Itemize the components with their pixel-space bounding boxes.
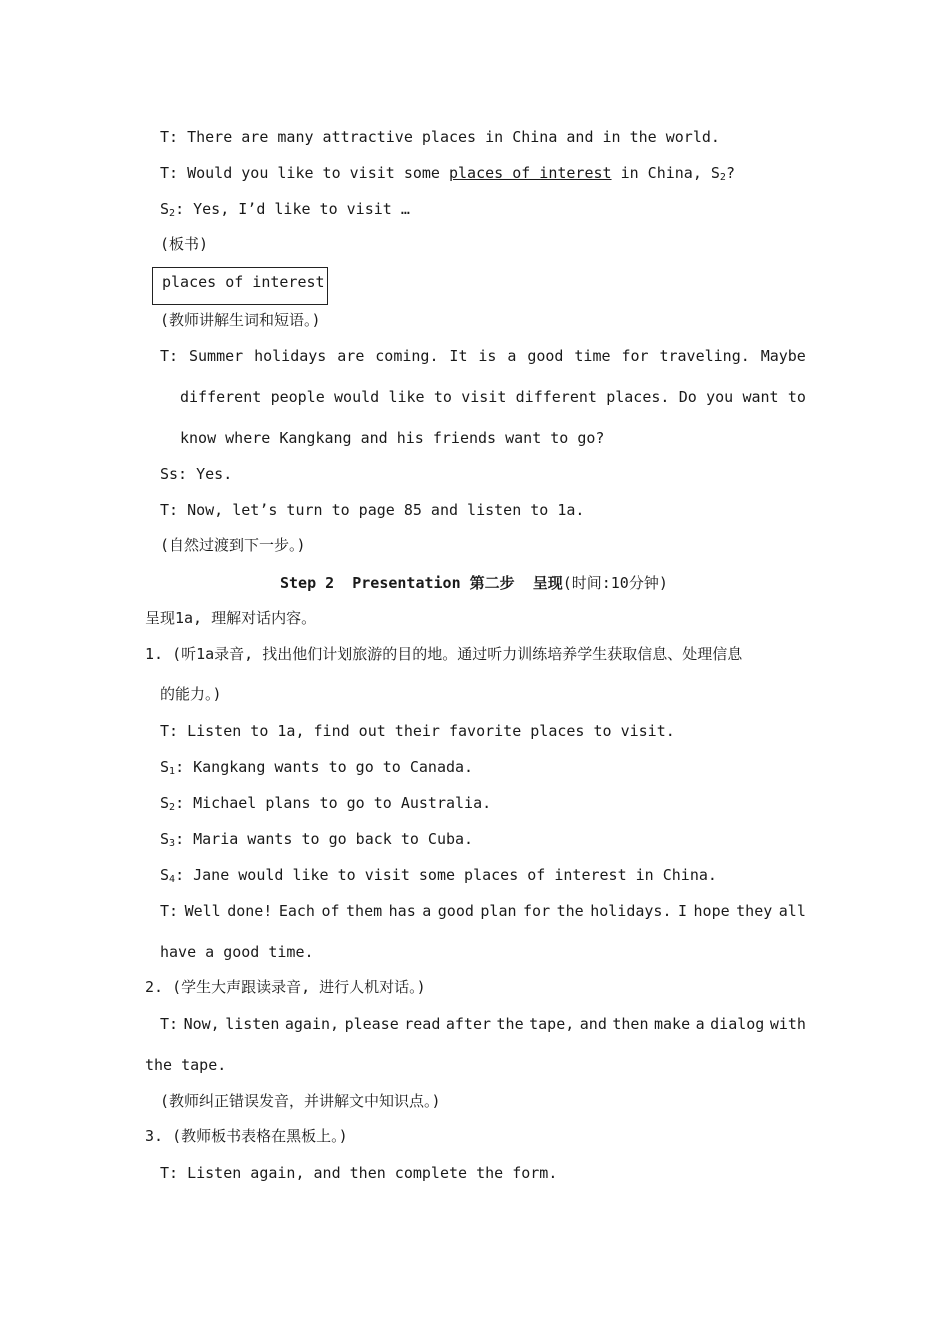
student-letter: S (160, 794, 170, 812)
line-23: T: Listen again, and then complete the form. (160, 1164, 558, 1182)
line-3 (160, 199, 410, 219)
step-title: Step 2 Presentation 第二步 呈现 (280, 574, 563, 592)
subscript: 2 (719, 172, 726, 183)
word: holidays (254, 347, 327, 365)
word: please (344, 1015, 399, 1033)
word: Now, (183, 1015, 220, 1033)
word: different (180, 388, 262, 406)
word: dialog (710, 1015, 765, 1033)
word: after (445, 1015, 492, 1033)
line-9: Ss: Yes. (160, 465, 233, 483)
subscript: 2 (169, 802, 176, 813)
line-8: know where Kangkang and his friends want to go? (180, 429, 605, 447)
student-2-text: : Michael plans to go to Australia. (175, 794, 492, 812)
teacher-note-2: (教师纠正错误发音，并讲解文中知识点。) (160, 1092, 441, 1110)
word: good (437, 902, 474, 920)
student-1 (160, 757, 473, 777)
word: read (404, 1015, 441, 1033)
line-17: have a good time. (160, 943, 314, 961)
student-2 (160, 793, 491, 813)
teacher-note-1: (教师讲解生词和短语。) (160, 311, 321, 329)
word: the (556, 902, 584, 920)
subscript: 3 (169, 838, 176, 849)
word: Each (278, 902, 315, 920)
word: traveling. (659, 347, 750, 365)
line-15: T: Listen to 1a, find out their favorite places to visit. (160, 722, 675, 740)
word: Maybe (760, 347, 806, 365)
word: them (346, 902, 383, 920)
word: is (478, 347, 497, 365)
word: they (736, 902, 773, 920)
line-2-end: ? (725, 164, 735, 182)
word: done! (227, 902, 273, 920)
word: Summer (188, 347, 244, 365)
student-letter: S (160, 830, 170, 848)
word: has (388, 902, 416, 920)
word: then (612, 1015, 649, 1033)
word: you (706, 388, 734, 406)
word: T: (160, 1015, 179, 1033)
word: people (270, 388, 325, 406)
student-3 (160, 829, 473, 849)
line-6 (160, 346, 806, 366)
word: all (778, 902, 806, 920)
line-3-pre: S (160, 200, 170, 218)
line-2-post: in China, S (611, 164, 720, 182)
step-time: (时间:10分钟) (562, 574, 668, 592)
word: a (507, 347, 517, 365)
transition-note: (自然过渡到下一步。) (160, 536, 306, 554)
word: the (496, 1015, 524, 1033)
word: make (654, 1015, 691, 1033)
word: for (621, 347, 649, 365)
word: different (515, 388, 597, 406)
word: with (769, 1015, 806, 1033)
word: Do (678, 388, 697, 406)
word: and (579, 1015, 607, 1033)
line-2 (160, 163, 735, 183)
word: are (337, 347, 365, 365)
line-3-post: : Yes, I’d like to visit … (175, 200, 410, 218)
line-10: T: Now, let’s turn to page 85 and listen to 1a. (160, 501, 585, 519)
word: a (422, 902, 432, 920)
word: T: (160, 347, 179, 365)
blackboard-note: (板书) (160, 235, 209, 253)
presentation-intro: 呈现1a, 理解对话内容。 (145, 609, 317, 627)
student-1-text: : Kangkang wants to go to Canada. (175, 758, 474, 776)
line-1: T: There are many attractive places in China and in the world. (160, 128, 720, 146)
word: time (574, 347, 611, 365)
subscript: 2 (169, 208, 176, 219)
subscript: 4 (169, 874, 176, 885)
student-3-text: : Maria wants to go back to Cuba. (175, 830, 474, 848)
word: holidays. (590, 902, 672, 920)
student-letter: S (160, 866, 170, 884)
blackboard-box (152, 267, 328, 305)
item-1-cont: 的能力。) (160, 685, 222, 703)
word: want (742, 388, 779, 406)
word: visit (461, 388, 507, 406)
word: again, (284, 1015, 340, 1033)
line-7 (180, 387, 806, 407)
step-heading (280, 572, 668, 593)
word: tape, (529, 1015, 575, 1033)
word: plan (480, 902, 517, 920)
places-of-interest-underlined: places of interest (448, 164, 612, 182)
word: like (388, 388, 425, 406)
word: good (527, 347, 564, 365)
student-letter: S (160, 758, 170, 776)
word: listen (225, 1015, 280, 1033)
word: coming. (375, 347, 439, 365)
word: to (433, 388, 452, 406)
blackboard-box-text: places of interest (162, 273, 325, 291)
line-19 (160, 1014, 806, 1034)
student-4-text: : Jane would like to visit some places of interest in China. (175, 866, 717, 884)
subscript: 1 (169, 766, 176, 777)
item-3: 3. (教师板书表格在黑板上。) (145, 1127, 348, 1145)
line-20: the tape. (145, 1056, 227, 1074)
word: places. (606, 388, 670, 406)
word: Well (184, 902, 221, 920)
word: I (678, 902, 688, 920)
word: a (695, 1015, 705, 1033)
word: of (321, 902, 340, 920)
word: T: (160, 902, 179, 920)
word: It (449, 347, 468, 365)
word: would (334, 388, 380, 406)
line-16 (160, 901, 806, 921)
word: for (523, 902, 551, 920)
item-1: 1. (听1a录音, 找出他们计划旅游的目的地。通过听力训练培养学生获取信息、处理信息 (145, 645, 743, 663)
student-4 (160, 865, 717, 885)
line-2-pre: T: Would you like to visit some (160, 164, 449, 182)
word: hope (693, 902, 730, 920)
word: to (787, 388, 806, 406)
item-2: 2. (学生大声跟读录音, 进行人机对话。) (145, 978, 426, 996)
